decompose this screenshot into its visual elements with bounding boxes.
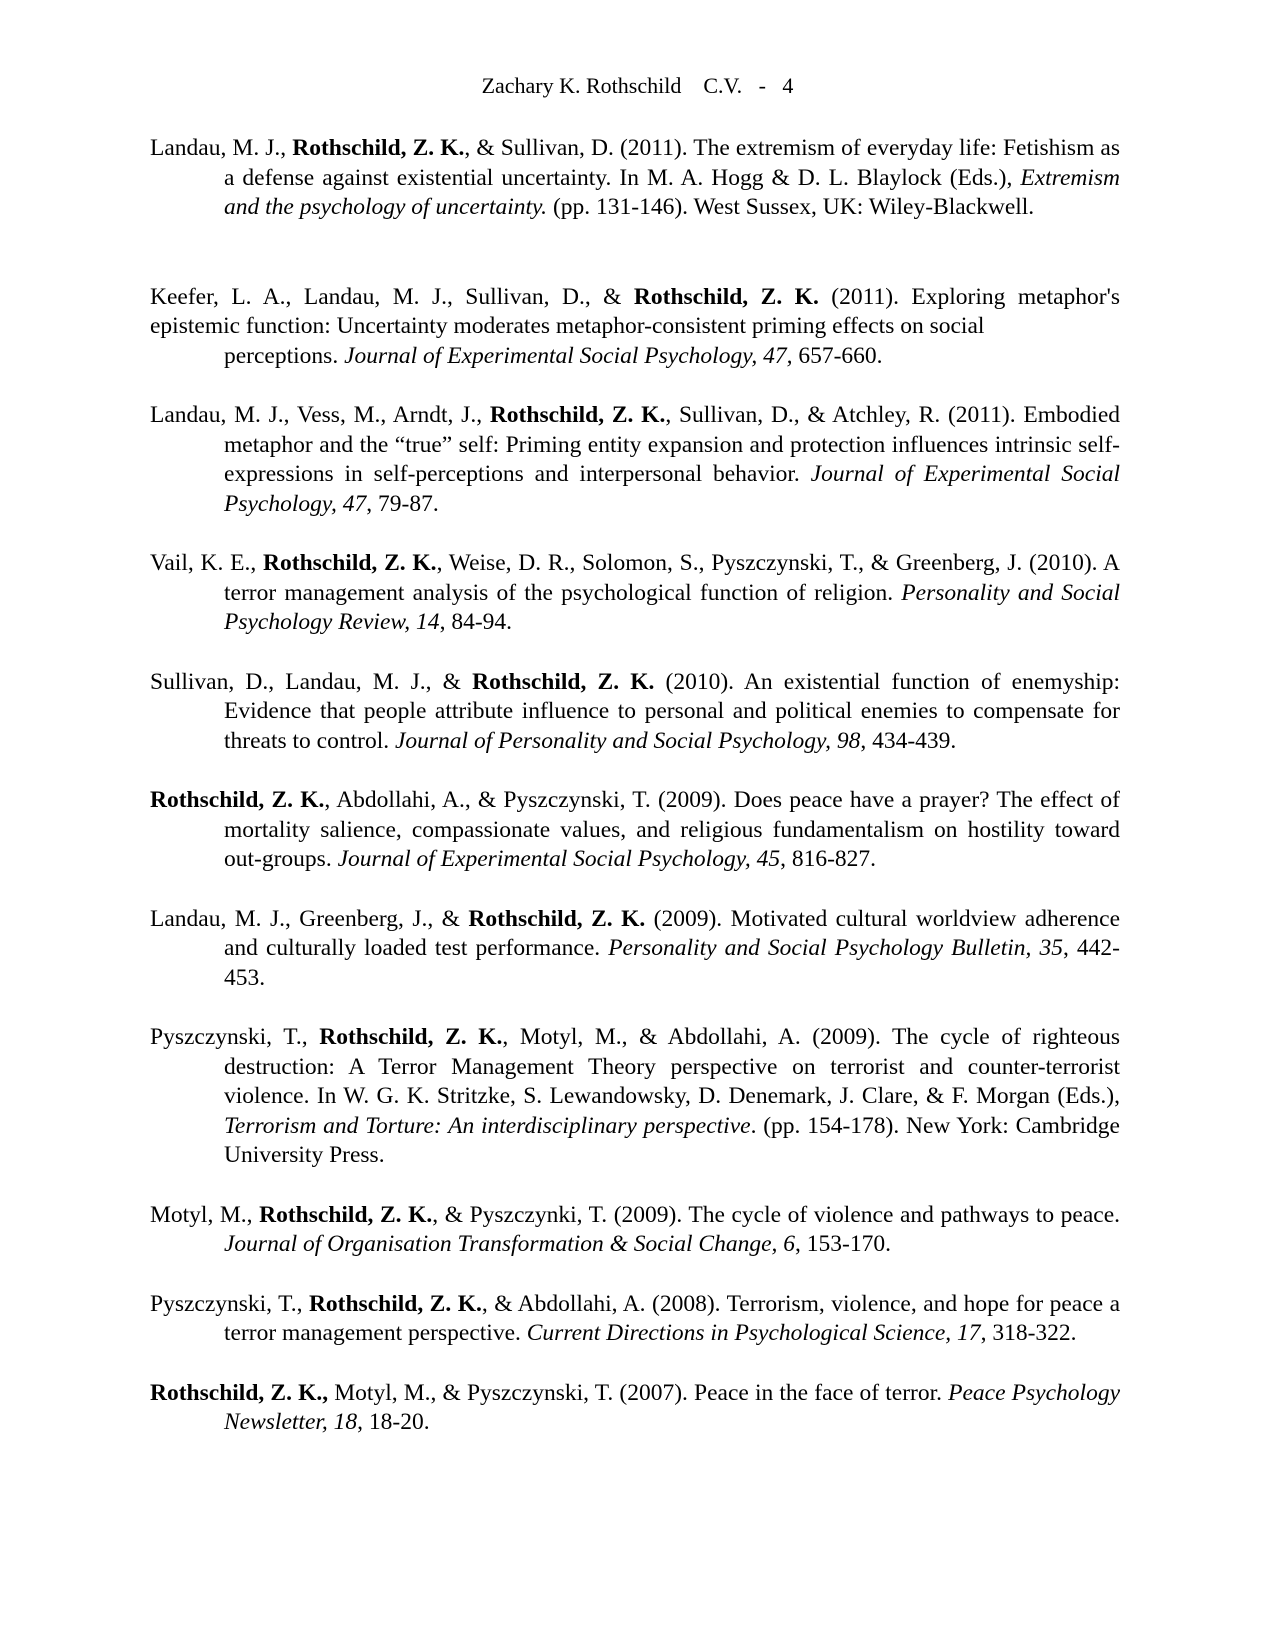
- reference-entry: [150, 549, 1120, 638]
- reference-entry: [150, 134, 1120, 223]
- ref-body-cont: perceptions.: [224, 342, 345, 369]
- header-doc: C.V.: [703, 73, 743, 98]
- ref-source: Extremism and the psychology of uncertainty.: [224, 164, 1120, 220]
- ref-highlighted-author: Rothschild, Z. K.: [292, 135, 465, 161]
- ref-body: , & Sullivan, D. (2011). The extremism of everyday life: Fetishism as a defense against existential uncertainty. In M. A. Hogg & D. L. Blaylock (Eds.),: [224, 135, 1121, 191]
- ref-pages: , 84-94.: [439, 609, 513, 635]
- ref-authors-before: Motyl, M.,: [150, 1201, 260, 1228]
- reference-entry: [150, 1379, 1120, 1438]
- ref-authors-before: Sullivan, D., Landau, M. J., &: [150, 668, 473, 695]
- ref-body: (2009). Motivated cultural worldview adherence and culturally loaded test performance.: [224, 905, 1120, 961]
- reference-entry: [150, 668, 1120, 757]
- ref-authors-before: Pyszczynski, T.,: [150, 1024, 320, 1050]
- ref-pages: 657-660.: [792, 342, 883, 369]
- ref-source: Terrorism and Torture: An interdisciplinary perspective: [224, 1112, 751, 1139]
- ref-highlighted-author: Rothschild, Z. K.,: [150, 1379, 329, 1406]
- ref-pages: . (pp. 154-178). New York: Cambridge University Press.: [224, 1112, 1120, 1168]
- ref-source: Current Directions in Psychological Science, 17: [526, 1320, 981, 1346]
- ref-authors-before: Landau, M. J., Vess, M., Arndt, J.,: [150, 402, 490, 428]
- reference-entry: [150, 786, 1120, 875]
- ref-highlighted-author: Rothschild, Z. K.: [263, 550, 437, 576]
- ref-body: , & Pyszczynki, T. (2009). The cycle of violence and pathways to peace.: [432, 1201, 1120, 1228]
- ref-body: , Abdollahi, A., & Pyszczynski, T. (2009). Does peace have a prayer? The effect of mortality salience, compassionate values, and religious fundamentalism on hostility toward out-groups.: [224, 787, 1120, 872]
- ref-pages: , 816-827.: [780, 846, 877, 872]
- reference-entry: [150, 283, 1120, 372]
- ref-highlighted-author: Rothschild, Z. K.: [308, 1290, 482, 1317]
- ref-authors-before: Landau, M. J., Greenberg, J., &: [150, 905, 469, 932]
- reference-entry: [150, 1201, 1120, 1260]
- ref-source: Journal of Experimental Social Psychology, 47,: [344, 342, 793, 369]
- header-sep: -: [758, 73, 766, 98]
- reference-entry: [150, 1023, 1120, 1171]
- ref-source: Peace Psychology Newsletter, 18: [224, 1379, 1121, 1435]
- ref-body: , Sullivan, D., & Atchley, R. (2011). Embodied metaphor and the “true” self: Priming entity expansion and protection influences intrinsic self-expressions in self-perceptions and interpersonal behavior.: [224, 402, 1120, 487]
- ref-highlighted-author: Rothschild, Z. K.: [259, 1201, 433, 1228]
- ref-pages: , 442-453.: [224, 935, 1120, 991]
- ref-source: Personality and Social Psychology Bulletin, 35: [608, 935, 1063, 961]
- ref-highlighted-author: Rothschild, Z. K.: [633, 283, 819, 310]
- ref-highlighted-author: Rothschild, Z. K.: [468, 905, 646, 932]
- header-name: Zachary K. Rothschild: [481, 73, 682, 98]
- ref-body: , Motyl, M., & Abdollahi, A. (2009). The cycle of righteous destruction: A Terror Management Theory perspective on terrorist and counter-terrorist violence. In W. G. K. Stritzke, S. Lewandowsky, D. Denemark, J. Clare, & F. Morgan (Eds.),: [224, 1024, 1120, 1109]
- ref-source: Journal of Personality and Social Psychology, 98: [394, 727, 861, 754]
- reference-entry: [150, 401, 1120, 519]
- ref-authors-before: Keefer, L. A., Landau, M. J., Sullivan, D., &: [150, 283, 634, 310]
- ref-authors-before: Landau, M. J.,: [150, 135, 293, 161]
- ref-body: , Weise, D. R., Solomon, S., Pyszczynski, T., & Greenberg, J. (2010). A terror management analysis of the psychological function of religion.: [224, 550, 1121, 606]
- ref-pages: , 153-170.: [795, 1231, 891, 1257]
- ref-authors-before: Pyszczynski, T.,: [150, 1290, 309, 1317]
- ref-pages: , 434-439.: [860, 727, 957, 754]
- ref-source: Personality and Social Psychology Review, 14: [224, 579, 1120, 635]
- ref-pages: , 18-20.: [357, 1409, 430, 1435]
- ref-highlighted-author: Rothschild, Z. K.: [319, 1024, 503, 1050]
- ref-pages: , 318-322.: [980, 1320, 1077, 1346]
- ref-body: , & Abdollahi, A. (2008). Terrorism, violence, and hope for peace a terror management perspective.: [224, 1290, 1120, 1346]
- ref-pages: (pp. 131-146). West Sussex, UK: Wiley-Blackwell.: [547, 194, 1035, 220]
- ref-continuation: [150, 342, 1120, 372]
- ref-source: Journal of Experimental Social Psychology, 45: [337, 846, 781, 872]
- ref-body: (2011). Exploring metaphor's epistemic function: Uncertainty moderates metaphor-consistent priming effects on social: [150, 283, 1120, 339]
- ref-source: Journal of Experimental Social Psychology, 47: [224, 461, 1120, 517]
- ref-highlighted-author: Rothschild, Z. K.: [472, 668, 655, 695]
- reference-entry: [150, 1290, 1120, 1349]
- ref-source: Journal of Organisation Transformation & Social Change, 6: [224, 1231, 795, 1257]
- reference-entry: [150, 905, 1120, 994]
- ref-highlighted-author: Rothschild, Z. K.: [150, 787, 325, 813]
- ref-body: (2010). An existential function of enemyship: Evidence that people attribute influence to personal and political enemies to compensate for threats to control.: [224, 668, 1121, 754]
- header-page-number: 4: [782, 73, 794, 98]
- page-header: [0, 72, 1275, 100]
- ref-pages: , 79-87.: [366, 490, 439, 517]
- ref-body: Motyl, M., & Pyszczynski, T. (2007). Peace in the face of terror.: [328, 1379, 949, 1406]
- ref-authors-before: Vail, K. E.,: [150, 550, 264, 576]
- ref-highlighted-author: Rothschild, Z. K.: [489, 402, 666, 428]
- publication-list: [150, 134, 1120, 1468]
